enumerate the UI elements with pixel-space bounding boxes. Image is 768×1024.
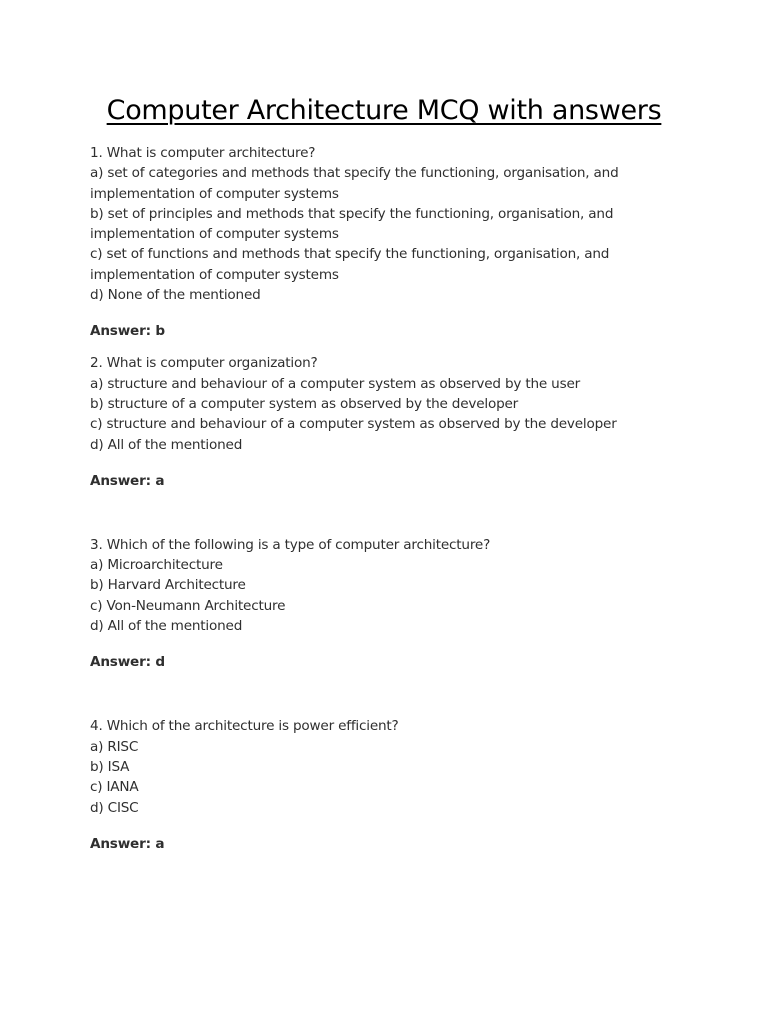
option-d: d) None of the mentioned [90, 287, 261, 304]
question-1 [90, 143, 678, 341]
question-text: 1. What is computer architecture? [90, 145, 316, 161]
answer-text: Answer: d [90, 654, 165, 671]
option-b: b) structure of a computer system as observed by the developer [90, 395, 519, 412]
answer-text: Answer: a [90, 835, 165, 852]
question-text: 2. What is computer organization? [90, 355, 318, 372]
question-4 [90, 716, 678, 853]
option-c: c) IANA [90, 779, 139, 796]
option-d: d) CISC [90, 799, 139, 816]
answer-text: Answer: b [90, 323, 165, 340]
option-c: c) set of functions and methods that specify the functioning, organisation, and implementation of computer systems [90, 246, 610, 283]
option-b: b) Harvard Architecture [90, 577, 246, 594]
option-d: d) All of the mentioned [90, 618, 243, 635]
answer-text: Answer: a [90, 472, 165, 489]
document-title: Computer Architecture MCQ with answers [106, 95, 662, 126]
option-d: d) All of the mentioned [90, 436, 243, 453]
option-c: c) structure and behaviour of a computer system as observed by the developer [90, 416, 617, 433]
question-text: 4. Which of the architecture is power efficient? [90, 718, 399, 735]
option-a: a) Microarchitecture [90, 557, 223, 574]
option-c: c) Von-Neumann Architecture [90, 597, 286, 614]
question-2 [90, 353, 678, 490]
option-a: a) structure and behaviour of a computer system as observed by the user [90, 375, 581, 392]
option-b: b) ISA [90, 758, 130, 775]
question-text: 3. Which of the following is a type of computer architecture? [90, 536, 491, 553]
question-3 [90, 535, 678, 672]
option-a: a) set of categories and methods that specify the functioning, organisation, and implementation of computer systems [90, 165, 619, 202]
option-a: a) RISC [90, 738, 139, 755]
option-b: b) set of principles and methods that specify the functioning, organisation, and implementation of computer systems [90, 205, 614, 243]
